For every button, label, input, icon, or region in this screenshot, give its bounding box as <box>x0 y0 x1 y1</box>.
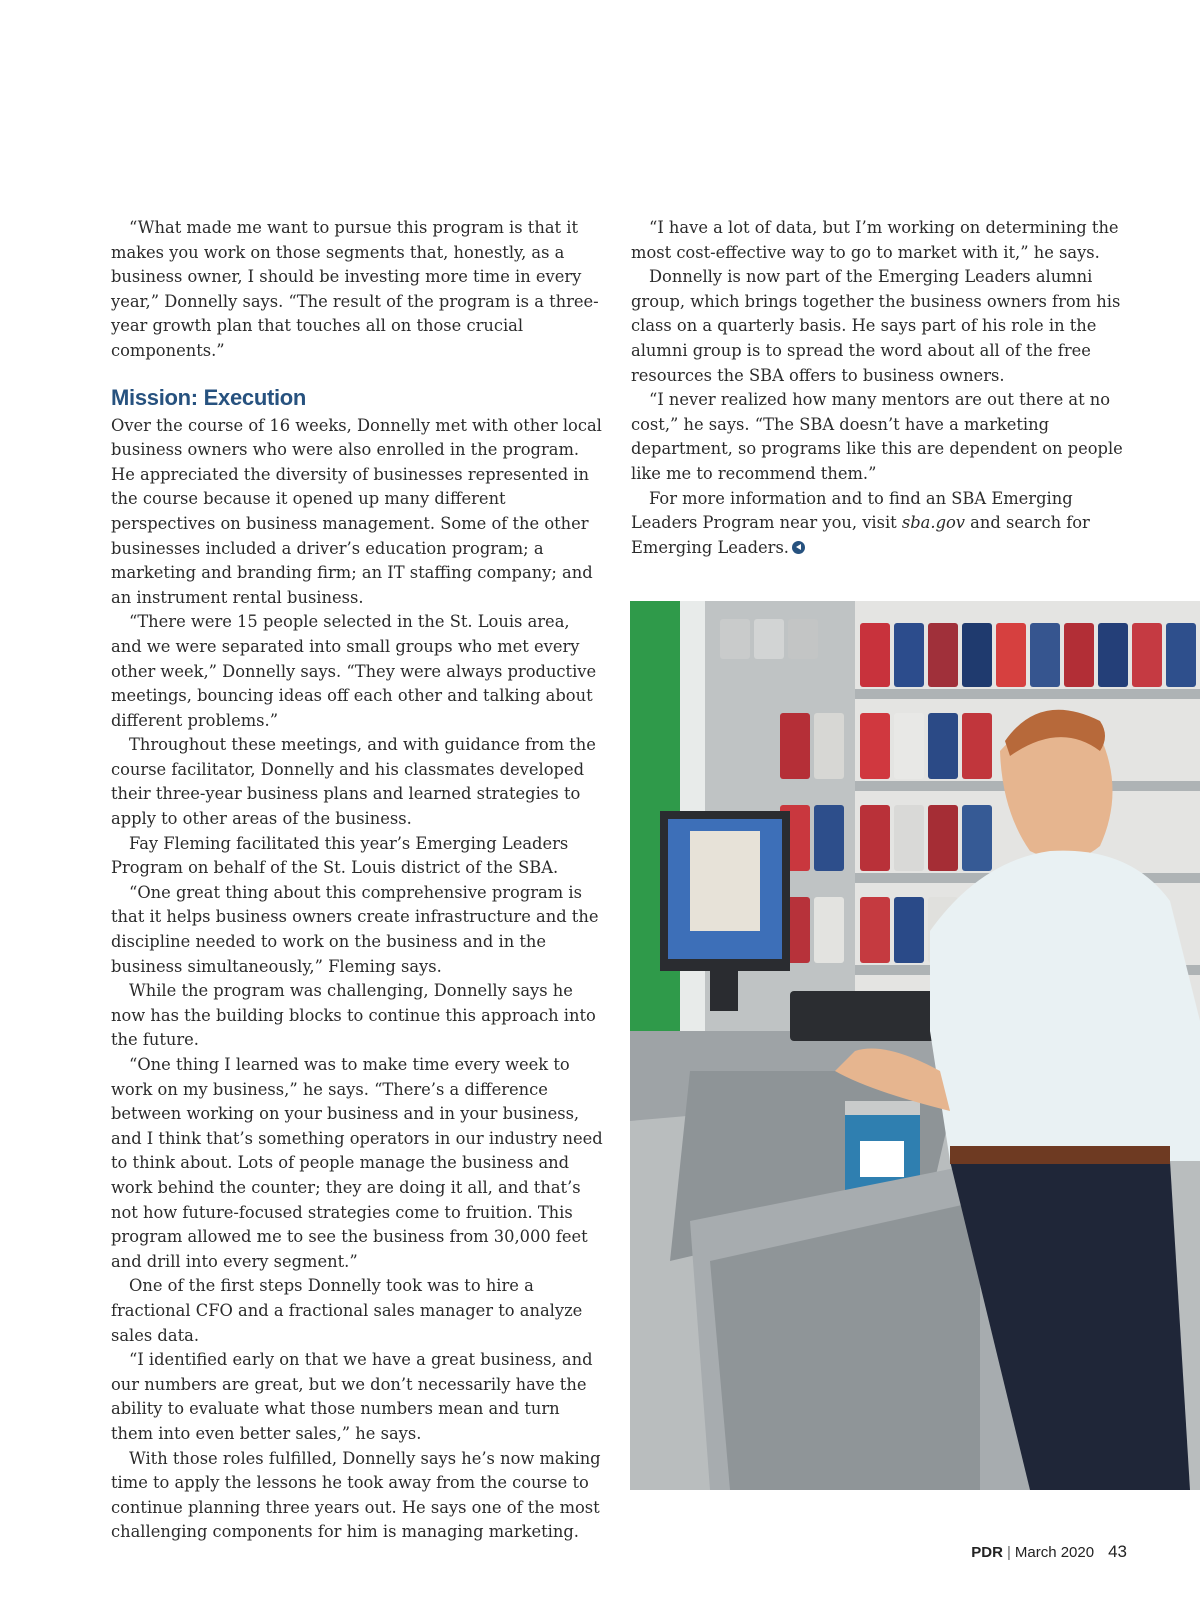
left-column <box>111 216 605 1545</box>
body-paragraph: “What made me want to pursue this program is that it makes you work on those segments that, honestly, as a business owner, I should be investing more time in every year,” Donnelly says. “The result of the program is a three-year growth plan that touches all on those crucial components.” <box>111 218 599 360</box>
closing-text-after: and search for Emerging Leaders. <box>631 513 1090 557</box>
body-paragraph: “There were 15 people selected in the St. Louis area, and we were separated into small groups who met every other week,” Donnelly says. “They were always productive meetings, bouncing ideas off each other and talking about different problems.” <box>111 612 597 730</box>
closing-paragraph <box>631 487 1124 561</box>
publication-name: PDR <box>971 1544 1003 1561</box>
issue-date: March 2020 <box>1014 1544 1095 1561</box>
body-paragraph: Fay Fleming facilitated this year’s Emerging Leaders Program on behalf of the St. Louis district of the SBA. <box>111 833 569 878</box>
body-paragraph: “I have a lot of data, but I’m working on determining the most cost-effective way to go to market with it,” he says. <box>631 218 1119 262</box>
closing-text-before: For more information and to find an SBA Emerging Leaders Program near you, visit <box>631 488 1073 533</box>
footer-separator: | <box>1006 1544 1011 1561</box>
body-paragraph: Donnelly is now part of the Emerging Leaders alumni group, which brings together the business owners from his class on a quarterly basis. He says part of his role in the alumni group is to spread the word about all of the free resources the SBA offers to business owners. <box>631 267 1121 385</box>
section-body <box>111 414 605 1545</box>
body-paragraph: With those roles fulfilled, Donnelly says he’s now making time to apply the lessons he took away from the course to continue planning three years out. He says one of the most challenging components for him is managing marketing. <box>111 1448 601 1542</box>
page-number: 43 <box>1108 1542 1127 1561</box>
body-paragraph: Throughout these meetings, and with guidance from the course facilitator, Donnelly and his classmates developed their three-year business plans and learned strategies to apply to other areas of the business. <box>111 735 596 829</box>
body-paragraph: While the program was challenging, Donnelly says he now has the building blocks to continue this approach into the future. <box>111 981 596 1050</box>
photo-man-at-paint-counter-icon <box>630 601 1200 1490</box>
article-photo <box>630 601 1200 1490</box>
section-heading: Mission: Execution <box>111 384 307 410</box>
intro-section <box>111 216 605 364</box>
right-column <box>631 216 1124 560</box>
body-paragraph: One of the first steps Donnelly took was to hire a fractional CFO and a fractional sales manager to analyze sales data. <box>111 1276 583 1345</box>
body-paragraph: “I identified early on that we have a great business, and our numbers are great, but we don’t necessarily have the ability to evaluate what those numbers mean and turn them into even better sales,” he says. <box>111 1350 593 1443</box>
sba-link[interactable]: sba.gov <box>901 513 965 533</box>
body-paragraph: Over the course of 16 weeks, Donnelly met with other local business owners who were also enrolled in the program. He appreciated the diversity of businesses represented in the course because it opened up many different perspectives on business management. Some of the other businesses included a driver’s education program; a marketing and branding firm; an IT staffing company; and an instrument rental business. <box>111 415 602 607</box>
body-paragraph: “One thing I learned was to make time every week to work on my business,” he says. “There’s a difference between working on your business and in your business, and I think that’s something operators in our industry need to think about. Lots of people manage the business and work behind the counter; they are doing it all, and that’s not how future-focused strategies come to fruition. This program allowed me to see the business from 30,000 feet and drill into every segment.” <box>111 1055 603 1271</box>
body-paragraph: “One great thing about this comprehensive program is that it helps business owners create infrastructure and the discipline needed to work on the business and in the business simultaneously,” Fleming says. <box>111 882 599 976</box>
end-of-article-icon <box>792 541 805 554</box>
page-footer <box>971 1542 1127 1562</box>
body-paragraph: “I never realized how many mentors are out there at no cost,” he says. “The SBA doesn’t have a marketing department, so programs like this are dependent on people like me to recommend them.” <box>631 390 1123 483</box>
